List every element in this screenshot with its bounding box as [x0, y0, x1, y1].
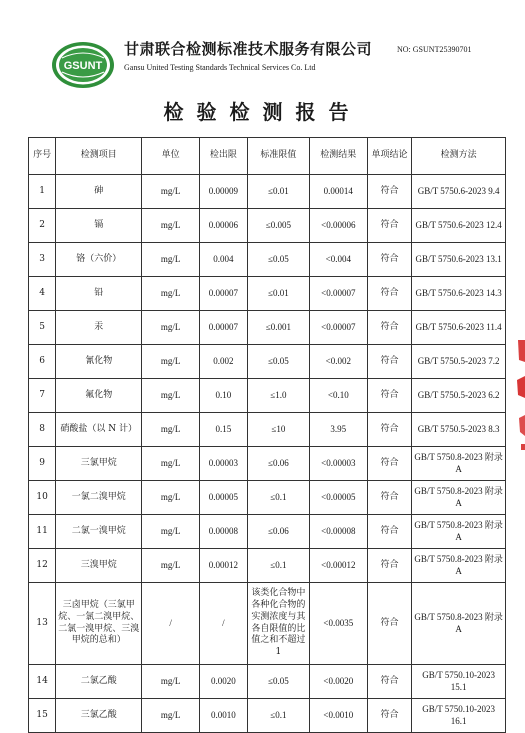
cell-limit: ≤0.1	[247, 549, 309, 583]
cell-no: 9	[29, 447, 56, 481]
cell-item: 氰化物	[56, 345, 142, 379]
cell-result: <0.002	[309, 345, 367, 379]
report-number	[397, 45, 471, 54]
cell-lod: 0.002	[199, 345, 247, 379]
cell-lod: /	[199, 583, 247, 665]
cell-method: GB/T 5750.10-2023 15.1	[412, 665, 506, 699]
company-logo	[50, 40, 116, 90]
table-header-row	[29, 138, 506, 175]
cell-method: GB/T 5750.6-2023 13.1	[412, 243, 506, 277]
cell-item: 硝酸盐（以 N 计）	[56, 413, 142, 447]
cell-lod: 0.00003	[199, 447, 247, 481]
cell-lod: 0.00008	[199, 515, 247, 549]
cell-item: 铬（六价）	[56, 243, 142, 277]
cell-conclusion: 符合	[367, 447, 412, 481]
cell-unit: mg/L	[142, 665, 200, 699]
seal-stamp-edge	[515, 340, 525, 450]
cell-limit: ≤0.005	[247, 209, 309, 243]
cell-item: 三氯乙酸	[56, 699, 142, 733]
cell-conclusion: 符合	[367, 413, 412, 447]
cell-conclusion: 符合	[367, 209, 412, 243]
col-header-lod: 检出限	[199, 138, 247, 175]
cell-result: <0.00007	[309, 277, 367, 311]
cell-limit: ≤0.05	[247, 243, 309, 277]
results-table	[28, 137, 506, 733]
cell-item: 三氯甲烷	[56, 447, 142, 481]
table-row	[29, 515, 506, 549]
cell-no: 7	[29, 379, 56, 413]
cell-method: GB/T 5750.8-2023 附录 A	[412, 481, 506, 515]
cell-unit: mg/L	[142, 515, 200, 549]
cell-limit: ≤0.05	[247, 345, 309, 379]
cell-lod: 0.004	[199, 243, 247, 277]
cell-result: <0.0035	[309, 583, 367, 665]
cell-result: <0.00008	[309, 515, 367, 549]
cell-no: 11	[29, 515, 56, 549]
cell-no: 4	[29, 277, 56, 311]
col-header-result: 检测结果	[309, 138, 367, 175]
report-title: 检验检测报告	[163, 100, 362, 124]
cell-limit: ≤0.05	[247, 665, 309, 699]
cell-lod: 0.00006	[199, 209, 247, 243]
cell-method: GB/T 5750.6-2023 14.3	[412, 277, 506, 311]
cell-unit: mg/L	[142, 447, 200, 481]
cell-conclusion: 符合	[367, 549, 412, 583]
report-header	[0, 0, 525, 130]
table-row	[29, 379, 506, 413]
cell-unit: mg/L	[142, 243, 200, 277]
cell-conclusion: 符合	[367, 311, 412, 345]
col-header-unit: 单位	[142, 138, 200, 175]
cell-no: 2	[29, 209, 56, 243]
cell-result: <0.0010	[309, 699, 367, 733]
cell-conclusion: 符合	[367, 481, 412, 515]
col-header-method: 检测方法	[412, 138, 506, 175]
cell-lod: 0.0020	[199, 665, 247, 699]
cell-unit: mg/L	[142, 209, 200, 243]
table-row	[29, 583, 506, 665]
col-header-conclusion: 单项结论	[367, 138, 412, 175]
cell-conclusion: 符合	[367, 243, 412, 277]
cell-unit: mg/L	[142, 175, 200, 209]
cell-lod: 0.00012	[199, 549, 247, 583]
cell-method: GB/T 5750.6-2023 11.4	[412, 311, 506, 345]
cell-unit: mg/L	[142, 277, 200, 311]
cell-conclusion: 符合	[367, 583, 412, 665]
cell-item: 三溴甲烷	[56, 549, 142, 583]
company-name-en: Gansu United Testing Standards Technical Services Co. Ltd	[124, 63, 316, 72]
cell-item: 二氯一溴甲烷	[56, 515, 142, 549]
cell-conclusion: 符合	[367, 379, 412, 413]
table-row	[29, 447, 506, 481]
cell-method: GB/T 5750.8-2023 附录 A	[412, 447, 506, 481]
cell-limit: ≤0.01	[247, 277, 309, 311]
cell-item: 镉	[56, 209, 142, 243]
cell-unit: mg/L	[142, 345, 200, 379]
cell-item: 二氯乙酸	[56, 665, 142, 699]
cell-conclusion: 符合	[367, 345, 412, 379]
cell-limit: ≤0.01	[247, 175, 309, 209]
cell-unit: mg/L	[142, 549, 200, 583]
table-row	[29, 311, 506, 345]
cell-conclusion: 符合	[367, 175, 412, 209]
cell-limit: ≤10	[247, 413, 309, 447]
cell-method: GB/T 5750.6-2023 12.4	[412, 209, 506, 243]
cell-lod: 0.00007	[199, 277, 247, 311]
cell-conclusion: 符合	[367, 699, 412, 733]
cell-no: 1	[29, 175, 56, 209]
table-body	[29, 175, 506, 733]
company-name-cn: 甘肃联合检测标准技术服务有限公司	[124, 40, 373, 58]
cell-limit: ≤0.001	[247, 311, 309, 345]
table-row	[29, 243, 506, 277]
col-header-item: 检测项目	[56, 138, 142, 175]
cell-no: 5	[29, 311, 56, 345]
cell-result: <0.10	[309, 379, 367, 413]
cell-method: GB/T 5750.8-2023 附录 A	[412, 583, 506, 665]
cell-lod: 0.0010	[199, 699, 247, 733]
table-row	[29, 549, 506, 583]
table-row	[29, 413, 506, 447]
table-row	[29, 209, 506, 243]
cell-unit: mg/L	[142, 481, 200, 515]
cell-method: GB/T 5750.5-2023 6.2	[412, 379, 506, 413]
cell-unit: mg/L	[142, 311, 200, 345]
cell-lod: 0.10	[199, 379, 247, 413]
col-header-limit: 标准限值	[247, 138, 309, 175]
cell-limit: ≤0.06	[247, 515, 309, 549]
cell-method: GB/T 5750.6-2023 9.4	[412, 175, 506, 209]
cell-method: GB/T 5750.5-2023 8.3	[412, 413, 506, 447]
cell-conclusion: 符合	[367, 515, 412, 549]
cell-method: GB/T 5750.5-2023 7.2	[412, 345, 506, 379]
cell-method: GB/T 5750.8-2023 附录 A	[412, 515, 506, 549]
cell-limit: ≤0.1	[247, 481, 309, 515]
cell-limit: ≤0.06	[247, 447, 309, 481]
cell-no: 8	[29, 413, 56, 447]
cell-item: 铅	[56, 277, 142, 311]
logo-text: GSUNT	[63, 60, 103, 72]
cell-result: <0.00003	[309, 447, 367, 481]
cell-conclusion: 符合	[367, 277, 412, 311]
cell-result: <0.00005	[309, 481, 367, 515]
table-row	[29, 665, 506, 699]
report-number-value: GSUNT25390701	[412, 45, 472, 54]
table-row	[29, 481, 506, 515]
table-row	[29, 175, 506, 209]
cell-no: 10	[29, 481, 56, 515]
col-header-no: 序号	[29, 138, 56, 175]
cell-unit: mg/L	[142, 379, 200, 413]
cell-limit: ≤1.0	[247, 379, 309, 413]
cell-lod: 0.00005	[199, 481, 247, 515]
cell-lod: 0.00009	[199, 175, 247, 209]
cell-unit: mg/L	[142, 699, 200, 733]
table-row	[29, 699, 506, 733]
cell-no: 14	[29, 665, 56, 699]
table-row	[29, 345, 506, 379]
cell-no: 12	[29, 549, 56, 583]
cell-lod: 0.15	[199, 413, 247, 447]
cell-unit: /	[142, 583, 200, 665]
cell-method: GB/T 5750.8-2023 附录 A	[412, 549, 506, 583]
cell-no: 15	[29, 699, 56, 733]
cell-limit: ≤0.1	[247, 699, 309, 733]
cell-result: <0.0020	[309, 665, 367, 699]
cell-method: GB/T 5750.10-2023 16.1	[412, 699, 506, 733]
cell-result: <0.00006	[309, 209, 367, 243]
cell-result: 0.00014	[309, 175, 367, 209]
cell-limit: 该类化合物中各种化合物的实测浓度与其各自限值的比值之和不超过1	[247, 583, 309, 665]
table-row	[29, 277, 506, 311]
cell-no: 13	[29, 583, 56, 665]
cell-conclusion: 符合	[367, 665, 412, 699]
report-number-label: NO:	[397, 45, 411, 54]
cell-unit: mg/L	[142, 413, 200, 447]
cell-result: <0.00007	[309, 311, 367, 345]
cell-lod: 0.00007	[199, 311, 247, 345]
cell-item: 一氯二溴甲烷	[56, 481, 142, 515]
cell-result: <0.00012	[309, 549, 367, 583]
cell-result: <0.004	[309, 243, 367, 277]
cell-no: 6	[29, 345, 56, 379]
cell-item: 砷	[56, 175, 142, 209]
cell-result: 3.95	[309, 413, 367, 447]
cell-item: 三卤甲烷（三氯甲烷、一氯二溴甲烷、二氯一溴甲烷、三溴甲烷的总和）	[56, 583, 142, 665]
cell-no: 3	[29, 243, 56, 277]
cell-item: 汞	[56, 311, 142, 345]
cell-item: 氟化物	[56, 379, 142, 413]
